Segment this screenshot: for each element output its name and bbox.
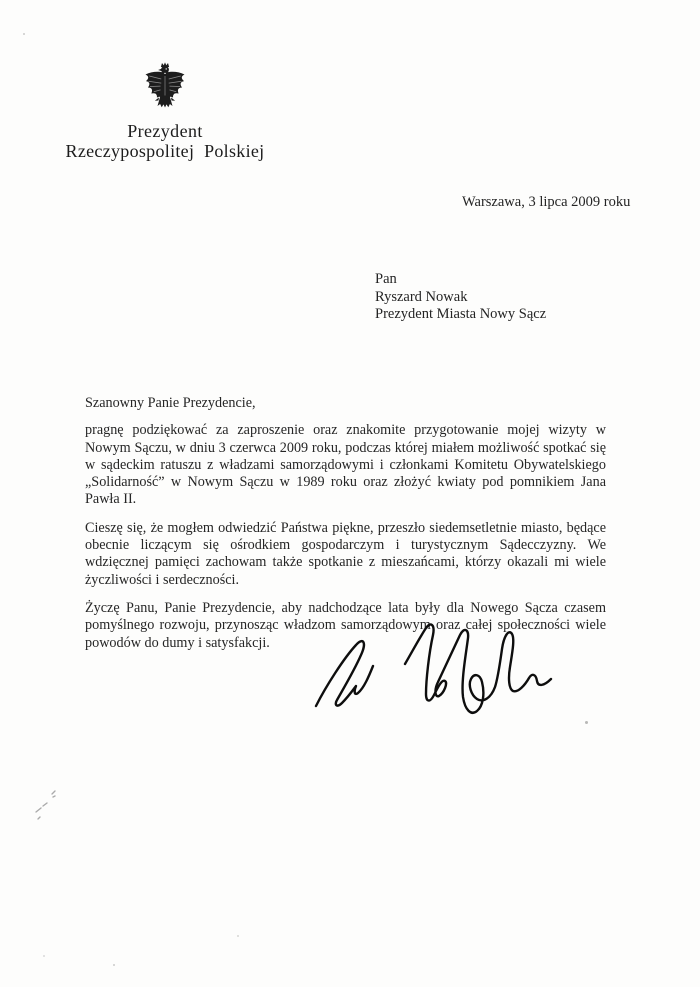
salutation: Szanowny Panie Prezydencie, [85,395,256,411]
recipient-honorific: Pan [375,271,397,287]
scan-speck [23,33,25,35]
scan-artifact-scribble [28,786,62,824]
paragraph-2: Cieszę się, że mogłem odwiedzić Państwa piękne, przeszło siedemsetletnie miasto, będące obecnie liczącym się ośrodkiem gospodarczym i turystycznym Sądecczyzny. We wdzięcznej pamięci zachowam także spotkanie z mieszańcami, którzy okazali mi wiele życzliwości i serdeczności. [85,519,606,588]
paragraph-3: Życzę Panu, Panie Prezydencie, aby nadchodzące lata były dla Nowego Sącza czasem pomyślnego rozwoju, przynosząc władzom samorządowym oraz całej społeczności wiele powodów do dumy i satysfakcji. [85,599,606,651]
scan-speck [113,964,115,966]
scan-speck [237,935,239,937]
letterhead-title-line2: Rzeczypospolitej Polskiej [65,141,265,161]
scan-speck [43,955,45,957]
recipient-block [375,271,546,324]
dateline: Warszawa, 3 lipca 2009 roku [462,194,631,210]
recipient-title: Prezydent Miasta Nowy Sącz [375,306,547,322]
letterhead [63,60,267,162]
scan-speck [585,721,588,724]
handwritten-signature [308,618,566,726]
paragraph-1: pragnę podziękować za zaproszenie oraz znakomite przygotowanie mojej wizyty w Nowym Sączu, w dniu 3 czerwca 2009 roku, podczas której miałem możliwość spotkać się w sądeckim ratuszu z władzami samorządowymi i członkami Komitetu Obywatelskiego „Solidarność” w Nowym Sączu w 1989 roku oraz złożyć kwiaty pod pomnikiem Jana Pawła II. [85,422,606,508]
polish-eagle-emblem [141,60,189,110]
recipient-name: Ryszard Nowak [375,288,468,305]
letterhead-title-line1: Prezydent [127,121,203,141]
